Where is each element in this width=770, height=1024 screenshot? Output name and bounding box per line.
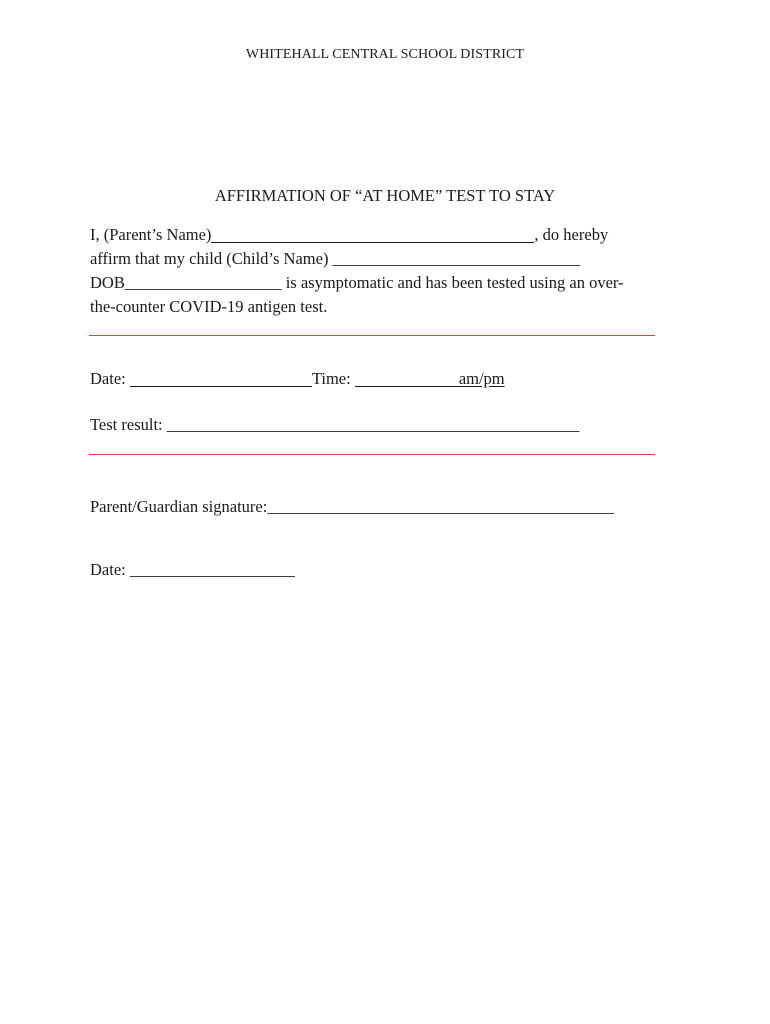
affirmation-statement — [90, 223, 670, 319]
test-result-row — [90, 415, 579, 435]
time-label: Time: — [311, 369, 355, 388]
signature-field[interactable]: __________________________________________ — [267, 497, 614, 516]
dob-field[interactable]: ___________________ — [124, 273, 282, 292]
statement-line-1-suffix: , do hereby — [534, 225, 609, 244]
child-name-field[interactable]: ______________________________ — [332, 249, 581, 268]
time-field[interactable] — [355, 385, 459, 387]
signature-date-label: Date: — [90, 560, 130, 579]
form-title: AFFIRMATION OF “AT HOME” TEST TO STAY — [214, 186, 556, 205]
parent-name-label: I, (Parent’s Name) — [90, 225, 212, 244]
date-field[interactable] — [130, 385, 312, 387]
district-header: WHITEHALL CENTRAL SCHOOL DISTRICT — [245, 47, 525, 62]
signature-row — [90, 497, 614, 517]
date-time-row — [90, 369, 505, 389]
statement-line-4: the-counter COVID-19 antigen test. — [90, 297, 328, 316]
test-result-label: Test result: — [90, 415, 167, 434]
dob-label: DOB — [90, 273, 125, 292]
parent-name-field[interactable] — [211, 241, 534, 243]
statement-line-1 — [90, 223, 670, 247]
statement-line-3 — [90, 271, 670, 295]
time-unit: am/pm — [458, 369, 505, 388]
divider-bottom — [89, 454, 655, 455]
statement-line-3-suffix: is asymptomatic and has been tested using an over- — [281, 273, 624, 292]
divider-top — [89, 335, 655, 336]
statement-line-2 — [90, 247, 670, 271]
test-result-field[interactable]: __________________________________________________ — [166, 415, 580, 434]
signature-label: Parent/Guardian signature: — [90, 497, 268, 516]
signature-date-row — [90, 560, 295, 580]
signature-date-field[interactable]: ____________________ — [129, 560, 295, 579]
child-name-label: affirm that my child (Child’s Name) — [90, 249, 333, 268]
date-label: Date: — [90, 369, 130, 388]
